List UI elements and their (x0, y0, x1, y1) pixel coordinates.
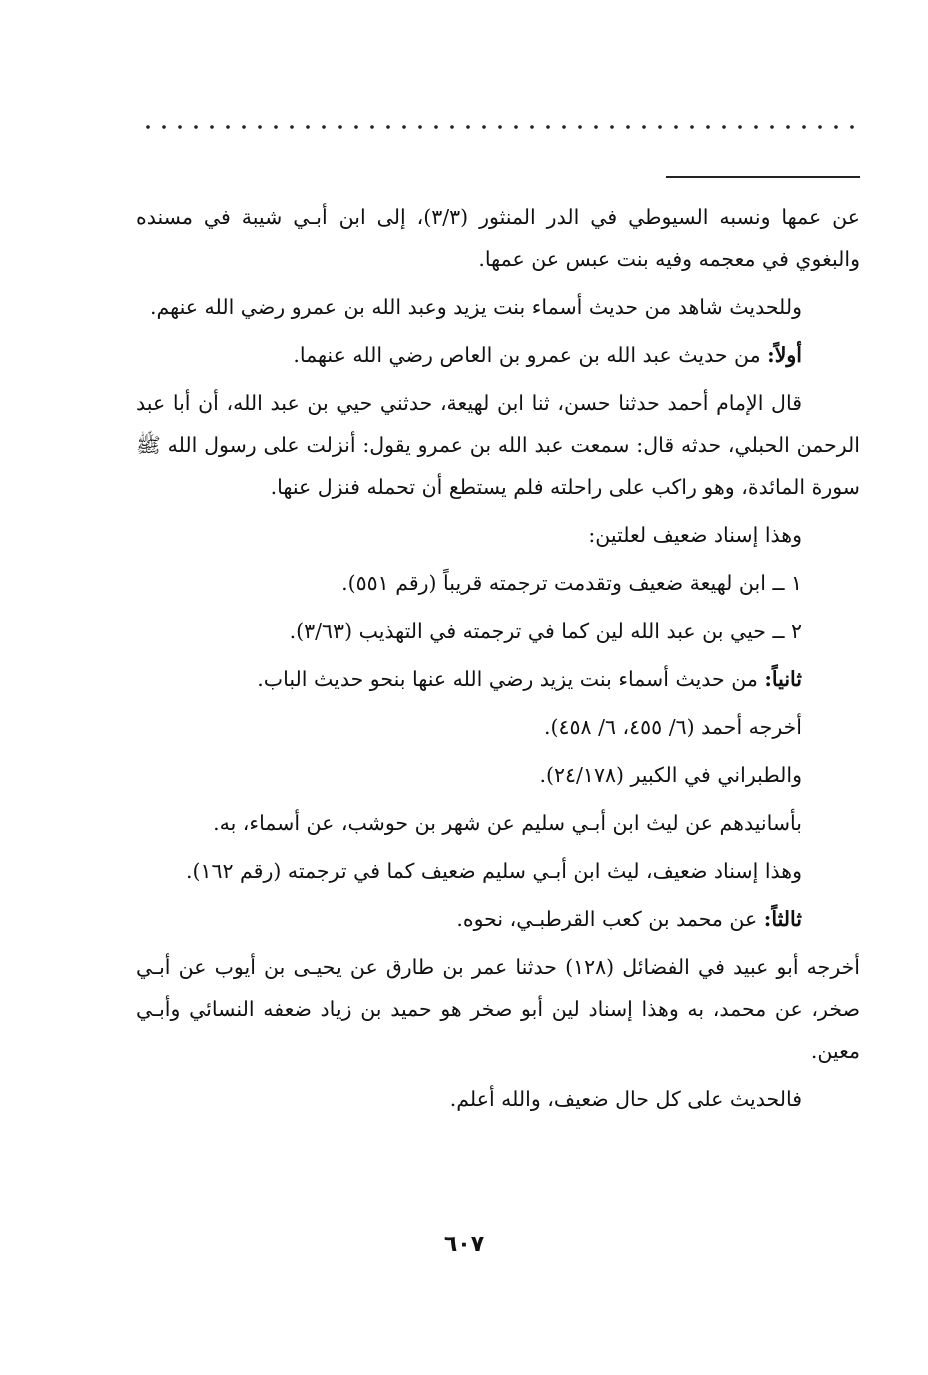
third-text: عن محمد بن كعب القرطبـي، نحوه. (456, 907, 764, 931)
second-text: من حديث أسماء بنت يزيد رضي الله عنها بنحو حديث الباب. (257, 667, 765, 691)
dotted-separator (142, 120, 860, 134)
paragraph-ahmad-source: أخرجه أحمد (٦/ ٤٥٥، ٦/ ٤٥٨). (543, 715, 802, 739)
list-item-2: ٢ ــ حيي بن عبد الله لين كما في ترجمته في التهذيب (٣/٦٣). (289, 619, 802, 643)
paragraph-tabarani-source: والطبراني في الكبير (٢٤/١٧٨). (539, 763, 802, 787)
paragraph-ahmad-narration: قال الإمام أحمد حدثنا حسن، ثنا ابن لهيعة، حدثني حيي بن عبد الله، أن أبا عبد الرحمن الحبلي، حدثه قال: سمعت عبد الله بن عمرو يقول: أنزلت على رسول الله ﷺ سورة المائدة، وهو راكب على راحلته فلم يستطع أن تحمله فنزل عنها. (136, 391, 860, 499)
paragraph-second (136, 658, 860, 700)
first-lead: أولاً: (767, 343, 802, 367)
paragraph-layth-weak: وهذا إسناد ضعيف، ليث ابن أبـي سليم ضعيف كما في ترجمته (رقم ١٦٢). (185, 859, 802, 883)
paragraph-witness: وللحديث شاهد من حديث أسماء بنت يزيد وعبد الله بن عمرو رضي الله عنهم. (150, 295, 802, 319)
paragraph-abu-ubaid: أخرجه أبو عبيد في الفضائل (١٢٨) حدثنا عمر بن طارق عن يحيـى بن أيوب عن أبـي صخر، عن محمد، به وهذا إسناد لين أبو صخر هو حميد بن زياد ضعفه النسائي وأبـي معين. (136, 955, 860, 1063)
paragraph-chains: بأسانيدهم عن ليث ابن أبـي سليم عن شهر بن حوشب، عن أسماء، به. (213, 811, 802, 835)
page-number: ٦٠٧ (443, 1232, 485, 1257)
first-text: من حديث عبد الله بن عمرو بن العاص رضي الله عنهما. (293, 343, 768, 367)
footnote-continuation: عن عمها ونسبه السيوطي في الدر المنثور (٣/٣)، إلى ابن أبـي شيبة في مسنده والبغوي في معجمه وفيه بنت عبس عن عمها. (136, 205, 860, 271)
paragraph-weak-chain: وهذا إسناد ضعيف لعلتين: (588, 523, 802, 547)
paragraph-conclusion: فالحديث على كل حال ضعيف، والله أعلم. (449, 1087, 802, 1111)
third-lead: ثالثاً: (763, 907, 802, 931)
body-text (136, 196, 860, 1126)
paragraph-first (136, 334, 860, 376)
list-item-1: ١ ــ ابن لهيعة ضعيف وتقدمت ترجمته قريباً (رقم ٥٥١). (341, 571, 802, 595)
second-lead: ثانياً: (764, 667, 802, 691)
paragraph-third (136, 898, 860, 940)
footnote-rule (666, 176, 860, 178)
